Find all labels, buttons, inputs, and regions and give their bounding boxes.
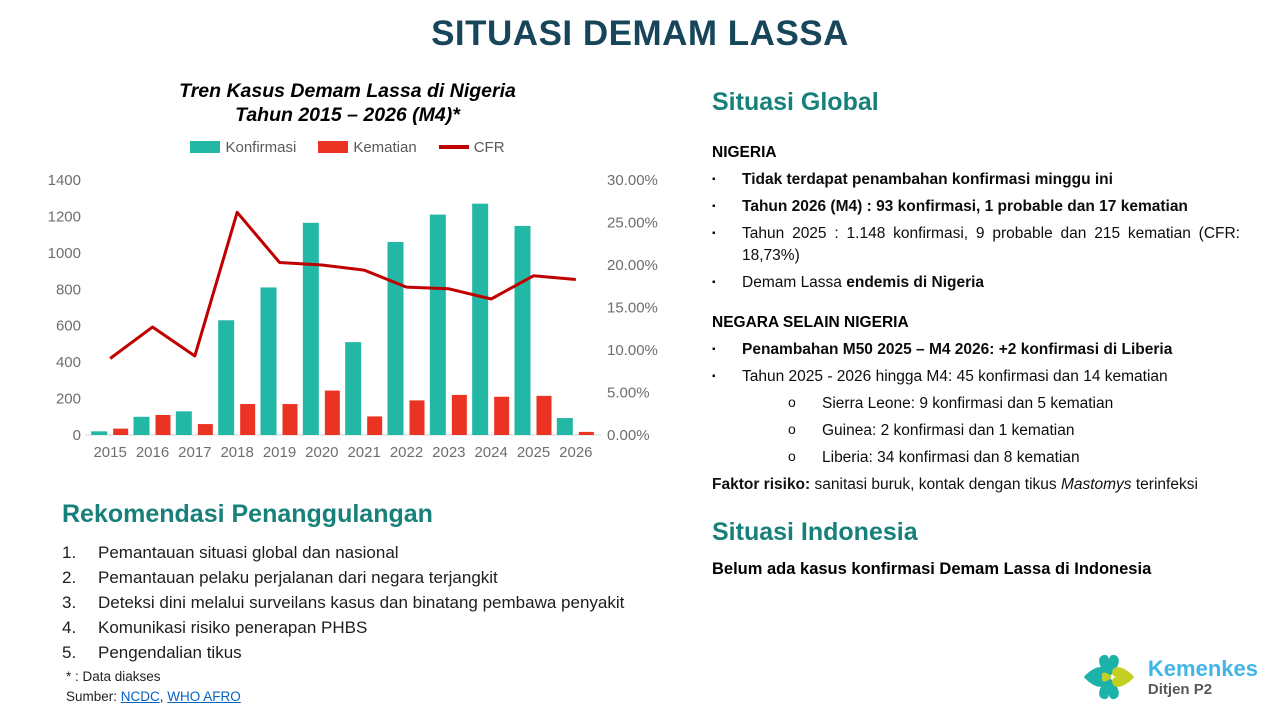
bar-kematian-2026 — [579, 431, 594, 434]
ditjen-p2-label: Ditjen P2 — [1147, 680, 1213, 698]
x-axis-tick: 2022 — [389, 443, 424, 461]
legend-item-cfr — [439, 139, 505, 156]
recommendations-heading: Rekomendasi Penanggulangan — [62, 500, 433, 528]
left-axis-tick: 600 — [55, 317, 81, 335]
circle-bullet-icon: o — [788, 448, 796, 464]
kemenkes-logo — [1078, 646, 1258, 708]
square-bullet-icon: ▪ — [712, 344, 716, 355]
right-axis-tick: 25.00% — [607, 214, 658, 232]
source-link-who-afro[interactable]: WHO AFRO — [167, 688, 241, 704]
circle-bullet-icon: o — [788, 394, 796, 410]
right-axis-tick: 10.00% — [607, 341, 658, 359]
footnote-line1: * : Data diakses — [66, 669, 161, 684]
kemenkes-brand-label: Kemenkes — [1147, 655, 1258, 681]
legend-label: Kematian — [353, 138, 417, 156]
right-axis-tick: 20.00% — [607, 256, 658, 274]
square-bullet-icon: ▪ — [712, 174, 716, 185]
recommendation-text: Pemantauan situasi global dan nasional — [98, 543, 399, 562]
bullet-item — [774, 420, 1240, 442]
recommendations-list — [62, 543, 707, 663]
circle-bullet-icon: o — [788, 421, 796, 437]
recommendation-text: Pemantauan pelaku perjalanan dari negara terjangkit — [98, 568, 498, 587]
bar-kematian-2024 — [494, 396, 509, 434]
x-axis-tick: 2015 — [93, 443, 127, 461]
cfr-line — [110, 212, 576, 358]
global-section-heading: Situasi Global — [712, 88, 879, 116]
recommendation-item — [62, 543, 707, 563]
bar-konfirmasi-2015 — [91, 431, 107, 435]
x-axis-tick: 2023 — [432, 443, 466, 461]
x-axis-tick: 2020 — [305, 443, 339, 461]
source-link-ncdc[interactable]: NCDC — [120, 688, 160, 704]
page-title: SITUASI DEMAM LASSA — [431, 14, 849, 53]
bar-konfirmasi-2018 — [218, 320, 234, 435]
bar-kematian-2019 — [283, 404, 298, 435]
bullet-item — [712, 169, 1240, 191]
nigeria-bullet-list — [712, 169, 1240, 294]
bar-konfirmasi-2026 — [557, 418, 573, 435]
left-axis-tick: 1000 — [47, 244, 81, 262]
bullet-text: Sierra Leone: 9 konfirmasi dan 5 kematian — [822, 395, 1114, 412]
x-axis-tick: 2017 — [178, 443, 212, 461]
bullet-text: Tahun 2025 - 2026 hingga M4: 45 konfirmasi dan 14 kematian — [742, 368, 1168, 385]
bar-konfirmasi-2023 — [430, 214, 446, 434]
bar-konfirmasi-2020 — [303, 222, 319, 434]
bar-konfirmasi-2025 — [515, 225, 531, 434]
lassa-trend-chart — [25, 156, 670, 468]
source-label: Sumber: — [66, 688, 121, 704]
indonesia-section-heading: Situasi Indonesia — [712, 518, 918, 546]
bullet-text: Penambahan M50 2025 – M4 2026: +2 konfirmasi di Liberia — [742, 341, 1173, 358]
recommendation-number: 5. — [62, 643, 77, 662]
bar-kematian-2025 — [537, 395, 552, 434]
left-axis-tick: 400 — [55, 353, 81, 371]
footnote — [66, 667, 241, 706]
chart-title-line2: Tahun 2015 – 2026 (M4)* — [235, 103, 460, 126]
right-axis-tick: 5.00% — [607, 384, 650, 402]
left-axis-tick: 0 — [72, 426, 81, 444]
bar-kematian-2016 — [156, 415, 171, 435]
right-axis-tick: 15.00% — [607, 299, 658, 317]
bar-kematian-2021 — [367, 416, 382, 435]
kemenkes-logo-text — [1148, 657, 1258, 698]
bar-kematian-2023 — [452, 394, 467, 434]
bar-konfirmasi-2021 — [345, 342, 361, 435]
bar-konfirmasi-2016 — [134, 416, 150, 434]
footnote-source: Sumber: NCDC, WHO AFRO — [66, 688, 241, 704]
other-countries-bullet-list — [712, 339, 1240, 469]
bullet-text: Guinea: 2 konfirmasi dan 1 kematian — [822, 422, 1075, 439]
x-axis-tick: 2026 — [559, 443, 593, 461]
legend-swatch-icon — [318, 141, 348, 153]
bullet-item — [712, 339, 1240, 361]
bullet-item — [712, 223, 1240, 267]
recommendation-text: Deteksi dini melalui surveilans kasus dan binatang pembawa penyakit — [98, 593, 625, 612]
bar-kematian-2020 — [325, 390, 340, 434]
chart-section — [25, 80, 670, 468]
nigeria-label: NIGERIA — [712, 144, 777, 161]
bullet-item — [712, 196, 1240, 218]
left-axis-tick: 1400 — [47, 171, 81, 189]
bullet-item — [712, 366, 1240, 388]
bullet-text: Tidak terdapat penambahan konfirmasi minggu ini — [742, 171, 1113, 188]
recommendation-number: 1. — [62, 543, 77, 562]
recommendation-text: Pengendalian tikus — [98, 643, 242, 662]
recommendation-item — [62, 643, 707, 663]
x-axis-tick: 2025 — [516, 443, 551, 461]
bullet-item — [774, 447, 1240, 469]
bullet-item — [712, 272, 1240, 294]
recommendation-number: 2. — [62, 568, 77, 587]
bar-konfirmasi-2022 — [388, 241, 404, 434]
x-axis-tick: 2018 — [220, 443, 254, 461]
bar-konfirmasi-2024 — [472, 203, 488, 434]
logo-heart-petal — [1084, 667, 1106, 687]
square-bullet-icon: ▪ — [712, 228, 716, 239]
risk-factor-text: Faktor risiko: sanitasi buruk, kontak dengan tikus Mastomys terinfeksi — [712, 476, 1198, 493]
recommendation-number: 3. — [62, 593, 77, 612]
right-column — [712, 88, 1240, 579]
recommendation-number: 4. — [62, 618, 77, 637]
recommendation-text: Komunikasi risiko penerapan PHBS — [98, 618, 368, 637]
recommendations-section — [62, 500, 707, 668]
bar-kematian-2018 — [240, 404, 255, 435]
square-bullet-icon: ▪ — [712, 201, 716, 212]
bar-konfirmasi-2017 — [176, 411, 192, 435]
recommendation-item — [62, 593, 707, 613]
chart-title-line1: Tren Kasus Demam Lassa di Nigeria — [179, 80, 516, 102]
left-axis-tick: 1200 — [47, 207, 81, 225]
bar-kematian-2015 — [113, 428, 128, 434]
x-axis-tick: 2021 — [347, 443, 381, 461]
left-axis-tick: 200 — [55, 390, 81, 408]
legend-label: CFR — [473, 138, 505, 156]
bullet-text: Demam Lassa endemis di Nigeria — [742, 274, 985, 291]
recommendation-item — [62, 618, 707, 638]
other-countries-label: NEGARA SELAIN NIGERIA — [712, 314, 909, 331]
chart-legend — [25, 139, 670, 156]
left-axis-tick: 800 — [55, 280, 81, 298]
kemenkes-clover-icon — [1078, 646, 1140, 708]
x-axis-tick: 2024 — [474, 443, 508, 461]
chart-title — [25, 80, 670, 128]
bullet-item — [774, 393, 1240, 415]
indonesia-status-text: Belum ada kasus konfirmasi Demam Lassa di Indonesia — [712, 560, 1152, 578]
right-axis-tick: 30.00% — [607, 171, 658, 189]
square-bullet-icon: ▪ — [712, 371, 716, 382]
legend-swatch-icon — [190, 141, 220, 153]
x-axis-tick: 2019 — [262, 443, 297, 461]
square-bullet-icon: ▪ — [712, 277, 716, 288]
legend-label: Konfirmasi — [225, 138, 297, 156]
bar-konfirmasi-2019 — [261, 287, 277, 435]
legend-swatch-icon — [439, 145, 469, 149]
x-axis-tick: 2016 — [135, 443, 170, 461]
right-axis-tick: 0.00% — [607, 426, 650, 444]
legend-item-konfirmasi — [190, 139, 296, 156]
legend-item-kematian — [318, 139, 416, 156]
recommendation-item — [62, 568, 707, 588]
bullet-text: Liberia: 34 konfirmasi dan 8 kematian — [822, 449, 1080, 466]
bar-kematian-2022 — [410, 400, 425, 435]
bullet-text: Tahun 2025 : 1.148 konfirmasi, 9 probable dan 215 kematian (CFR: 18,73%) — [742, 225, 1240, 264]
bar-kematian-2017 — [198, 424, 213, 435]
logo-heart-petal — [1112, 667, 1134, 687]
bullet-text: Tahun 2026 (M4) : 93 konfirmasi, 1 probable dan 17 kematian — [742, 198, 1188, 215]
